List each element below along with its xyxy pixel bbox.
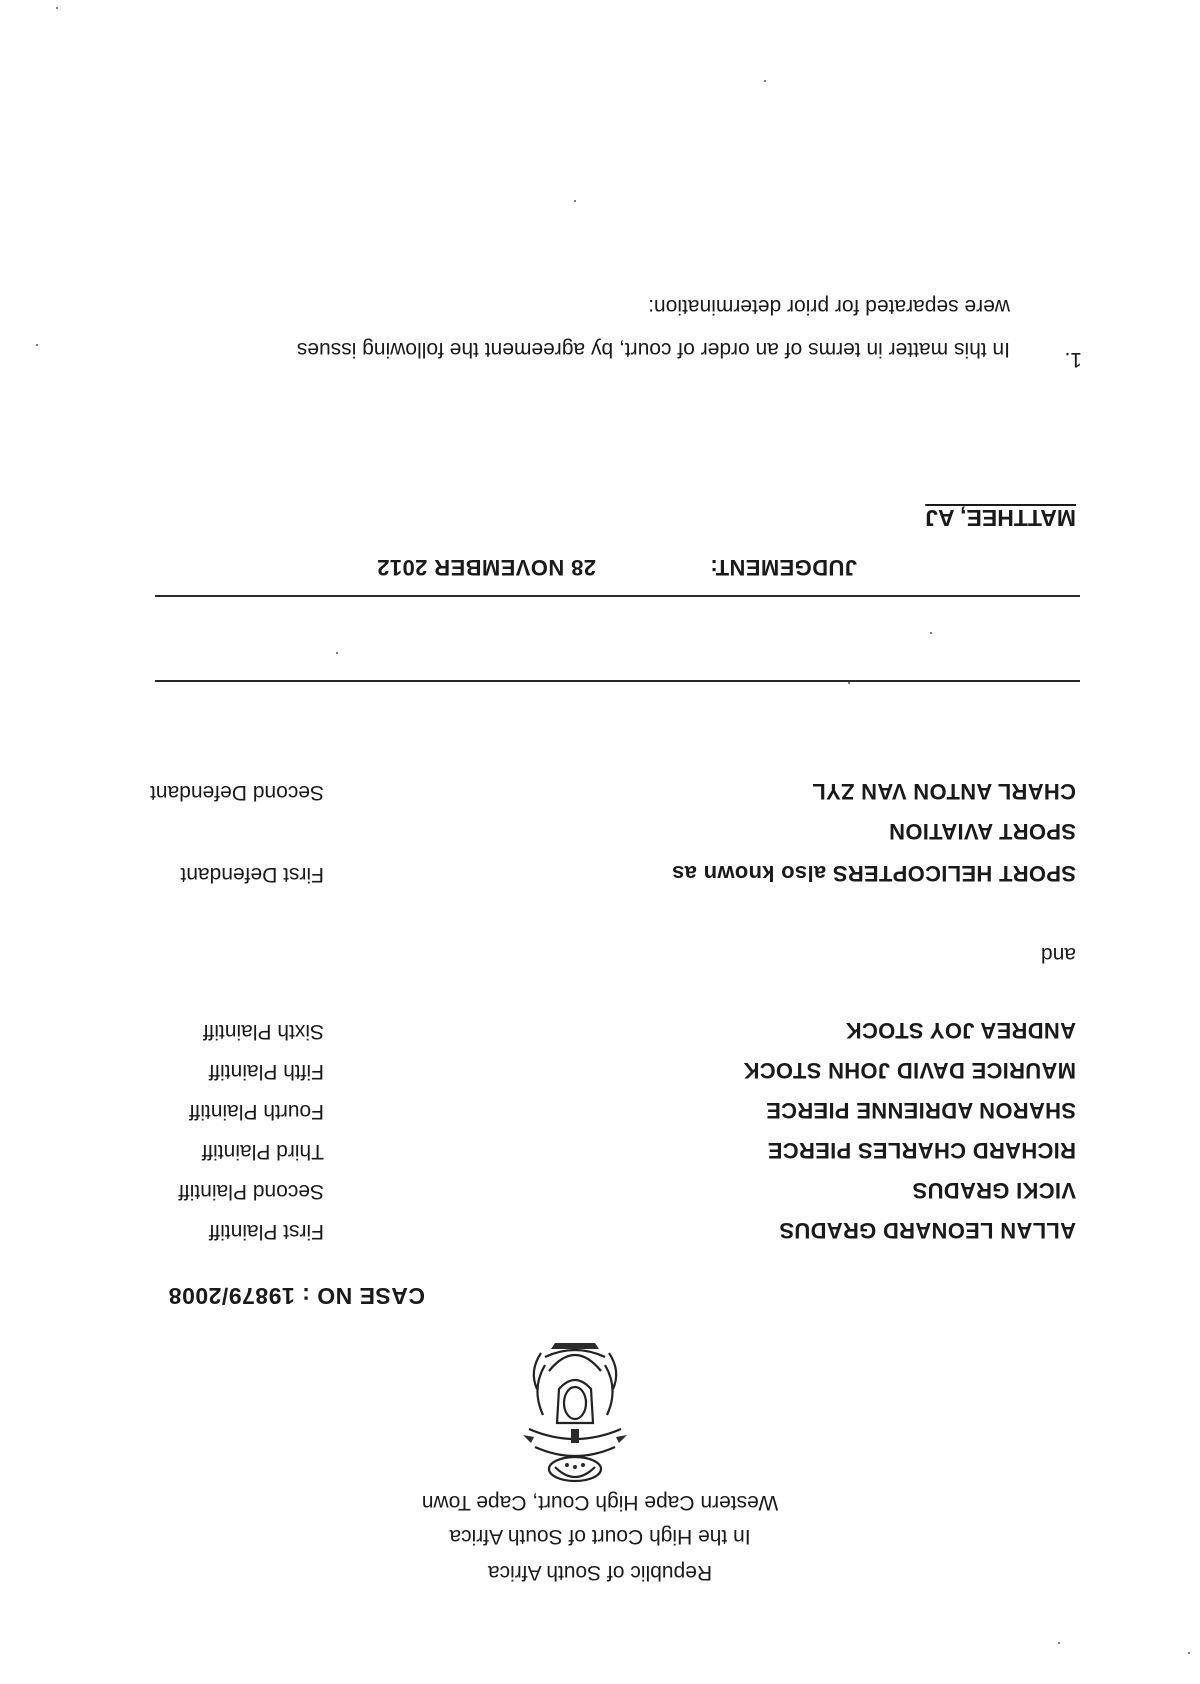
divider-top — [155, 680, 1080, 682]
case-number: CASE NO : 19879/2008 — [168, 1283, 425, 1309]
plaintiff-5-name: MAURICE DAVID JOHN STOCK — [743, 1058, 1076, 1083]
plaintiff-5-role: Fifth Plaintiff — [208, 1060, 324, 1083]
scan-speck — [848, 682, 850, 684]
paragraph-line-2: were separated for prior determination: — [648, 295, 1010, 318]
plaintiff-3-role: Third Plaintiff — [201, 1140, 324, 1163]
plaintiff-4-role: Fourth Plaintiff — [188, 1100, 324, 1123]
plaintiff-1-name: ALLAN LEONARD GRADUS — [779, 1218, 1076, 1243]
scan-speck — [56, 7, 58, 9]
second-defendant-name: CHARL ANTON VAN ZYL — [812, 779, 1076, 804]
scan-speck — [1188, 1652, 1190, 1654]
header-division: Western Cape High Court, Cape Town — [421, 1491, 779, 1514]
plaintiff-2-role: Second Plaintiff — [178, 1180, 324, 1203]
plaintiff-1-role: First Plaintiff — [208, 1220, 324, 1243]
scan-speck — [36, 344, 38, 346]
scan-speck — [764, 80, 766, 82]
judgement-date: 28 NOVEMBER 2012 — [376, 555, 596, 580]
first-defendant-aka: SPORT AVIATION — [888, 819, 1076, 844]
paragraph-number: 1. — [1064, 348, 1082, 371]
judge-name: MATTHEE, AJ — [925, 505, 1076, 531]
and-separator: and — [1040, 943, 1076, 966]
header-republic: Republic of South Africa — [487, 1561, 713, 1584]
plaintiff-2-name: VICKI GRADUS — [912, 1178, 1076, 1203]
divider-bottom — [155, 595, 1080, 597]
first-defendant-role: First Defendant — [180, 863, 324, 886]
plaintiff-3-name: RICHARD CHARLES PIERCE — [767, 1138, 1076, 1163]
plaintiff-6-role: Sixth Plaintiff — [202, 1020, 324, 1043]
plaintiff-6-name: ANDREA JOY STOCK — [845, 1018, 1076, 1043]
second-defendant-role: Second Defendant — [150, 781, 324, 804]
judgement-label: JUDGEMENT: — [709, 555, 857, 580]
paragraph-line-1: In this matter in terms of an order of court, by agreement the following issues — [296, 338, 1010, 361]
scan-speck — [574, 200, 576, 202]
scan-speck — [336, 652, 338, 654]
first-defendant-name: SPORT HELICOPTERS also known as — [671, 861, 1076, 886]
plaintiff-4-name: SHARON ADRIENNE PIERCE — [765, 1098, 1076, 1123]
header-court: In the High Court of South Africa — [449, 1525, 751, 1548]
scan-speck — [930, 632, 932, 634]
coat-of-arms-icon — [515, 1339, 635, 1489]
scan-speck — [1058, 1642, 1060, 1644]
